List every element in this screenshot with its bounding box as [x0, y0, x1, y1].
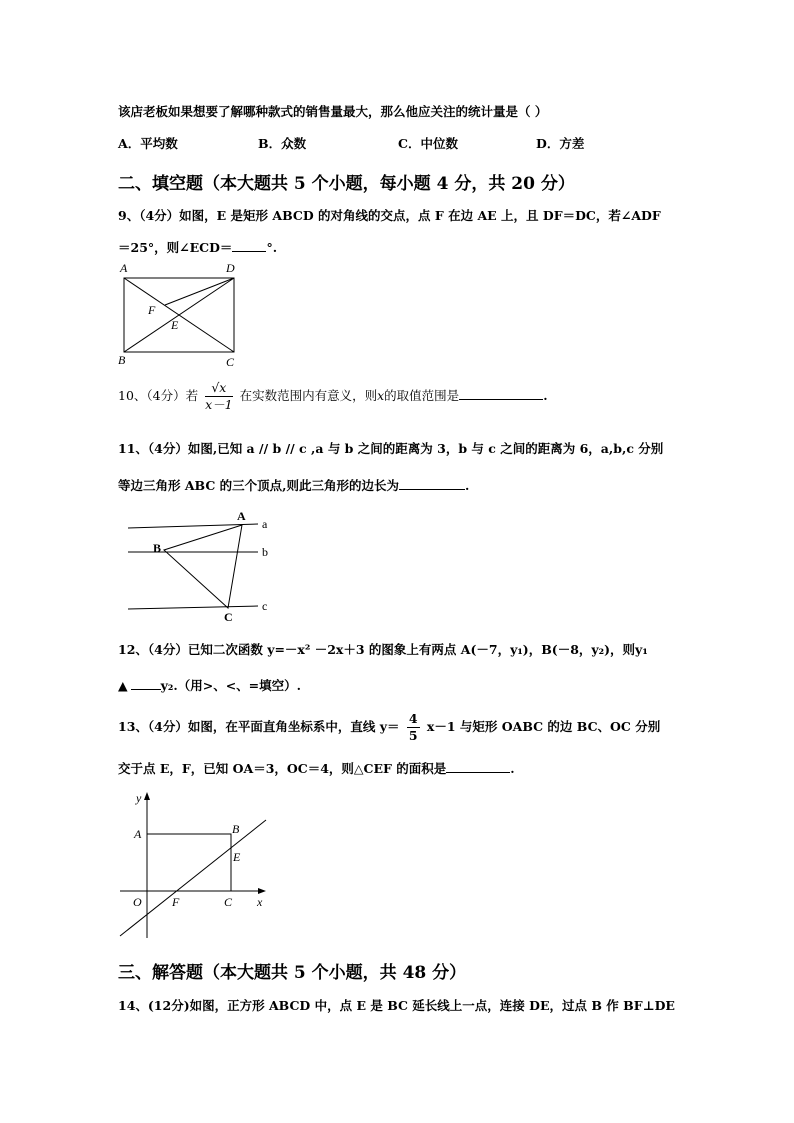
label-C: C: [224, 610, 233, 624]
label-f: F: [148, 303, 156, 317]
q13-prefix: 13、（4分）如图，在平面直角坐标系中，直线 y＝: [118, 719, 400, 734]
q9-line2: [118, 239, 277, 257]
line-c: [128, 606, 258, 609]
label-C: C: [224, 895, 233, 909]
q14-line1: 14、(12分)如图，正方形 ABCD 中，点 E 是 BC 延长线上一点，连接 DE，过点 B 作 BF⊥DE: [118, 998, 675, 1013]
q13-suffix: x－1 与矩形 OABC 的边 BC、OC 分别: [426, 719, 661, 734]
q8-stem: 该店老板如果想要了解哪种款式的销售量最大，那么他应关注的统计量是（ ）: [118, 104, 548, 119]
q10-denominator: x－1: [205, 397, 233, 412]
label-O: O: [133, 895, 142, 909]
section-3-heading: 三、解答题（本大题共 5 个小题，共 48 分）: [118, 963, 467, 983]
q13-coordinate-figure: [112, 788, 280, 944]
q13-line2-end: .: [510, 761, 515, 776]
label-x: x: [257, 895, 263, 909]
q11-line1: 11、（4分）如图,已知 a // b // c ,a 与 b 之间的距离为 3，b 与 c 之间的距离为 6，a,b,c 分别: [118, 441, 664, 456]
triangle-abc: [164, 525, 242, 608]
q9-rectangle-figure: [112, 258, 252, 370]
section-2-heading: 二、填空题（本大题共 5 个小题，每小题 4 分，共 20 分）: [118, 174, 575, 194]
q10-answer-blank[interactable]: [459, 387, 543, 400]
x-axis-arrow: [258, 888, 266, 894]
q10-numerator: √x: [205, 380, 233, 397]
label-c: C: [226, 355, 235, 369]
q13-denominator: 5: [408, 728, 418, 743]
q13-line2: [118, 760, 515, 778]
q11-line2-end: .: [465, 478, 470, 493]
q13-numerator: 4: [408, 711, 418, 726]
label-line-b: b: [262, 545, 268, 559]
q13-fraction: [407, 711, 420, 744]
q10-suffix2: 的取值范围是: [384, 388, 460, 403]
label-E: E: [233, 850, 241, 864]
q10-line: [118, 379, 548, 413]
label-B: B: [153, 541, 162, 555]
q10-end: .: [543, 388, 548, 403]
y-axis-arrow: [144, 792, 150, 800]
q12-line2-text: y₂.（用>、<、=填空）.: [160, 678, 301, 693]
q9-line1: 9、（4分）如图，E 是矩形 ABCD 的对角线的交点，点 F 在边 AE 上，且 DF＝DC，若∠ADF: [118, 208, 661, 223]
q13-line2-text: 交于点 E，F，已知 OA＝3，OC＝4，则△CEF 的面积是: [118, 761, 447, 776]
q8-option-a: A．平均数: [118, 136, 178, 151]
q11-answer-blank[interactable]: [399, 477, 465, 490]
q9-answer-blank[interactable]: [232, 239, 266, 252]
q12-line1: 12、（4分）已知二次函数 y=－x² －2x＋3 的图象上有两点 A(－7，y₁)，B(－8，y₂)，则y₁: [118, 642, 648, 657]
q11-parallel-lines-figure: [120, 508, 280, 626]
label-F: F: [172, 895, 180, 909]
q12-triangle-mark: ▲: [118, 678, 128, 693]
q8-option-d: D．方差: [536, 136, 585, 151]
label-a: A: [120, 261, 128, 275]
q10-prefix: 10、（4分）若: [118, 388, 199, 403]
label-y: y: [136, 791, 142, 805]
q13-answer-blank[interactable]: [446, 760, 510, 773]
q11-line2-text: 等边三角形 ABC 的三个顶点,则此三角形的边长为: [118, 478, 400, 493]
label-d: D: [226, 261, 235, 275]
q8-option-b: B．众数: [258, 136, 307, 151]
q9-line2-text: ＝25°，则∠ECD＝: [118, 240, 233, 255]
label-b: B: [118, 353, 126, 367]
q13-line1: [118, 710, 660, 744]
label-A: A: [237, 509, 246, 523]
label-A: A: [134, 827, 142, 841]
q9-line2-end: °.: [266, 240, 278, 255]
line-y-4-5x-1: [120, 820, 266, 936]
q12-line2: [118, 677, 301, 695]
q11-line2: [118, 477, 469, 495]
label-line-a: a: [262, 517, 268, 531]
q10-var: x: [377, 388, 385, 403]
q10-fraction: [205, 380, 233, 413]
q10-suffix1: 在实数范围内有意义，则: [239, 388, 378, 403]
label-e: E: [171, 318, 179, 332]
label-line-c: c: [262, 599, 268, 613]
q12-answer-blank[interactable]: [131, 677, 161, 690]
rectangle-oabc: [147, 834, 231, 891]
q8-option-c: C．中位数: [398, 136, 458, 151]
label-B: B: [232, 822, 240, 836]
